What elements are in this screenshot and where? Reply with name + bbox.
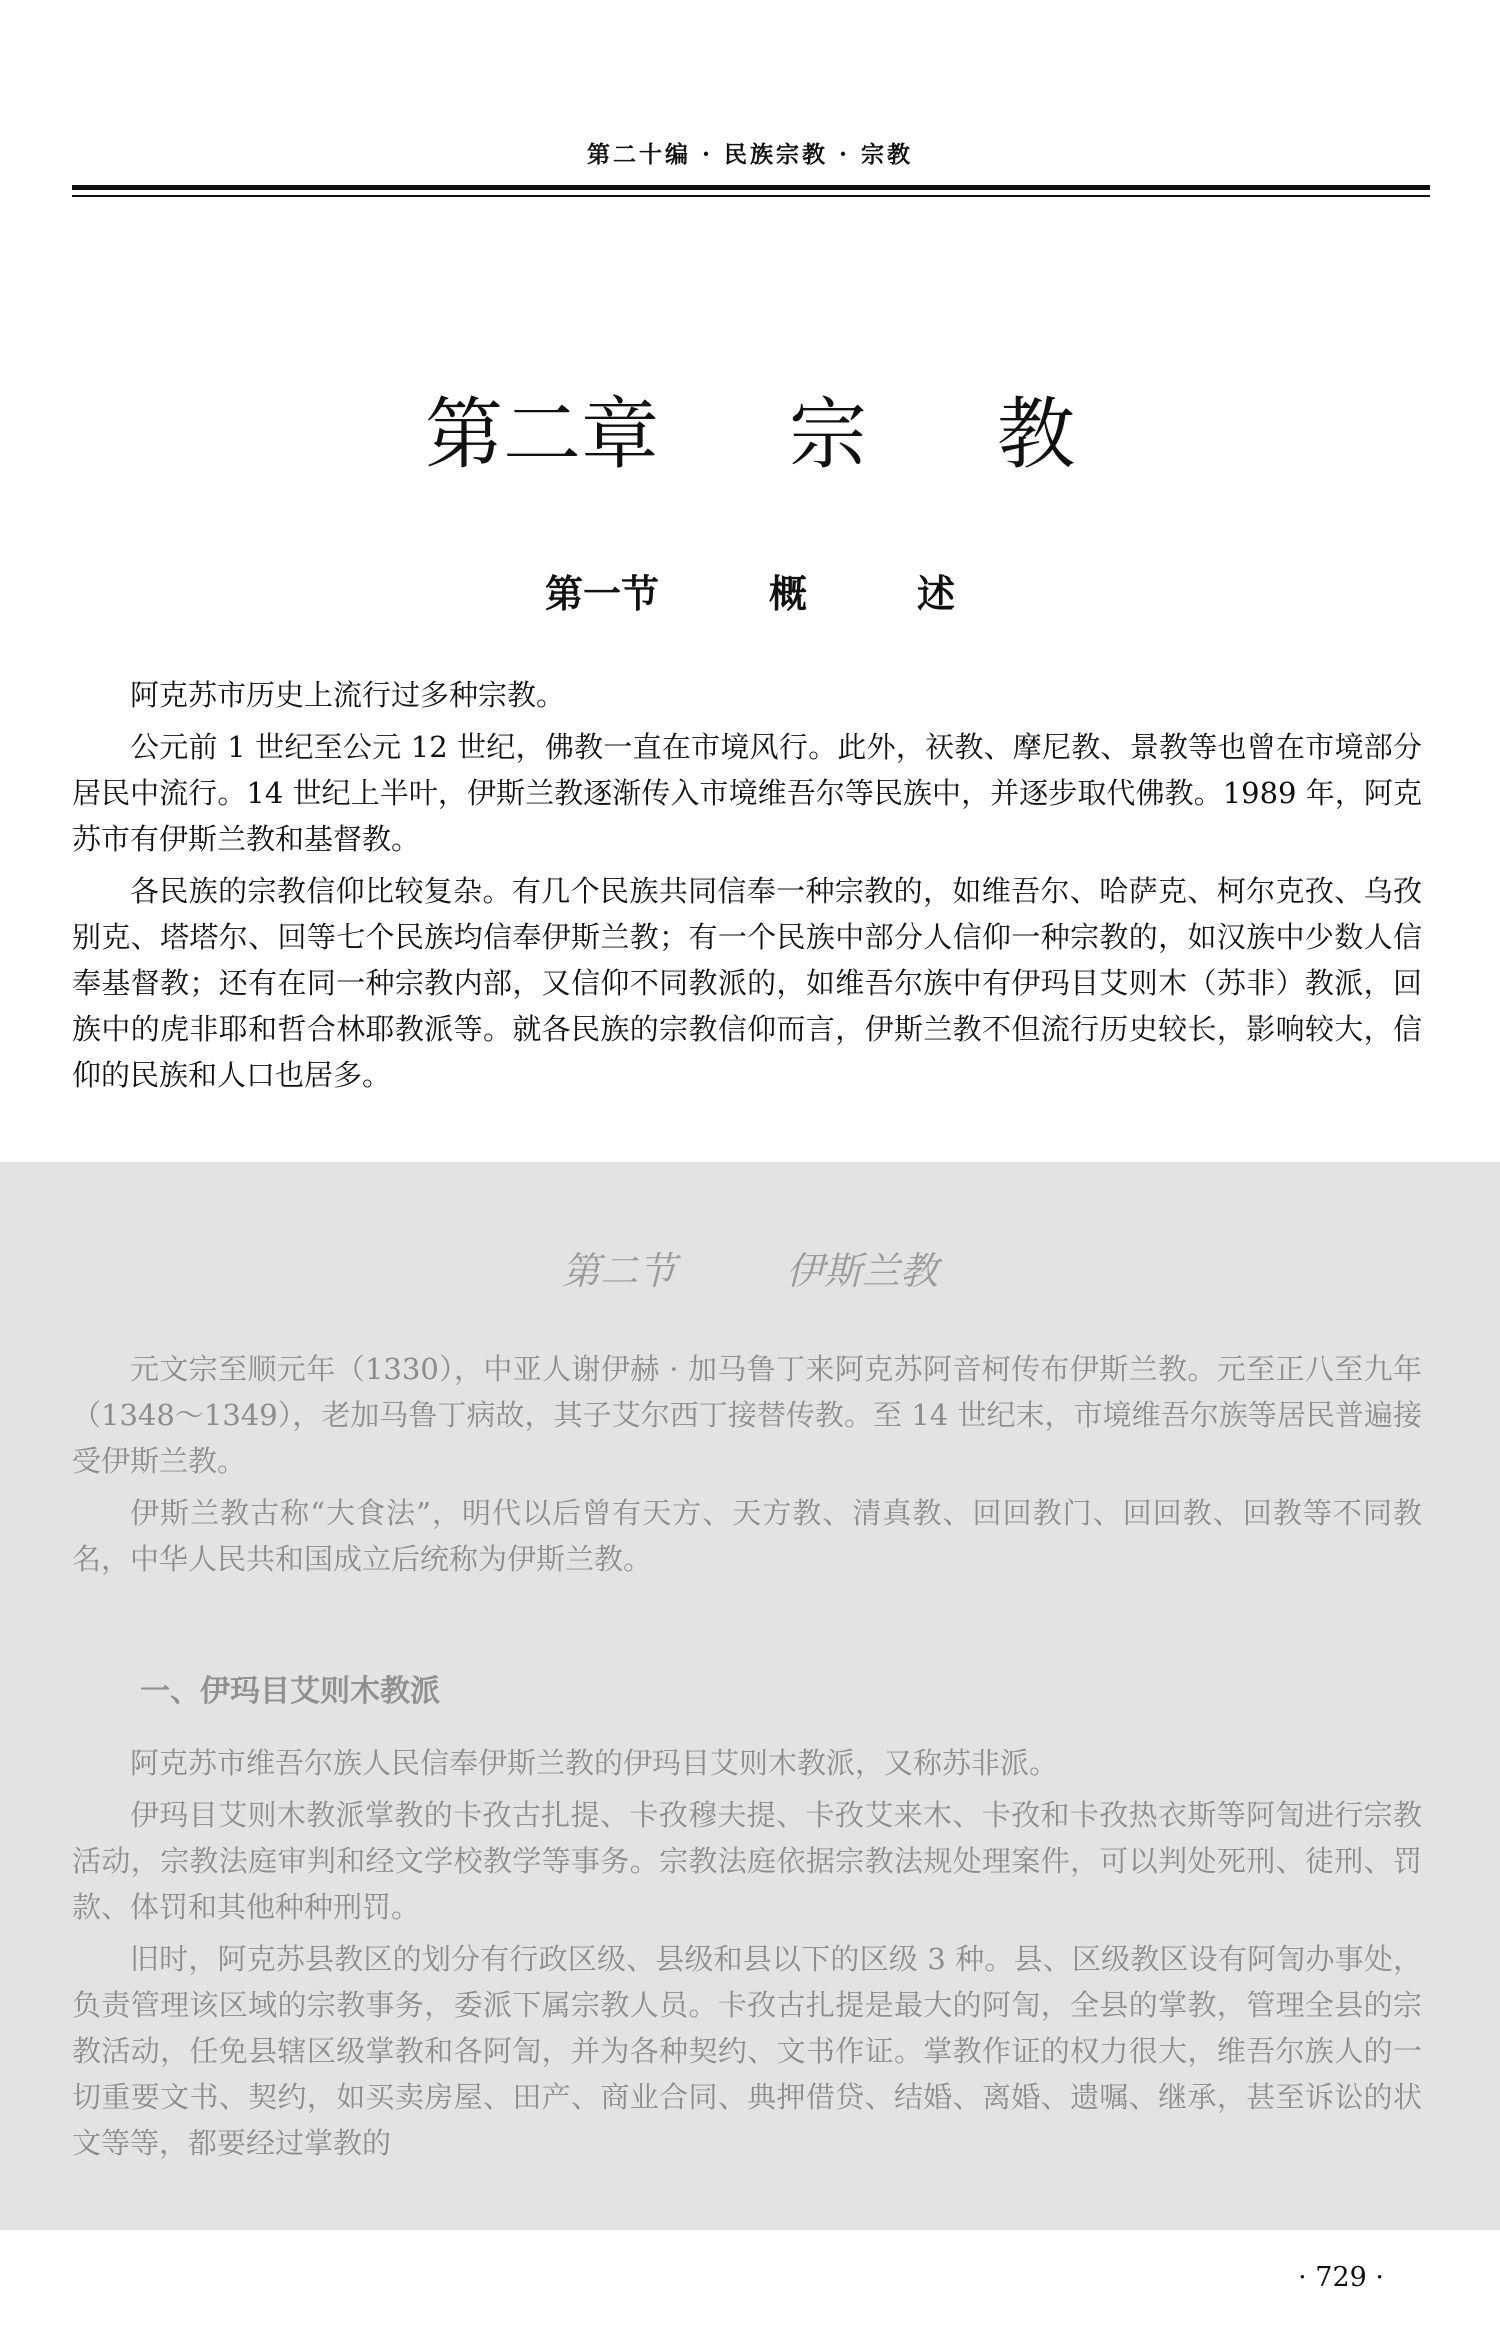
section-1-title-char-1: 概 — [768, 571, 807, 616]
paragraph: 旧时，阿克苏县教区的划分有行政区级、县级和县以下的区级 3 种。县、区级教区设有阿訇办事处，负责管理该区域的宗教事务，委派下属宗教人员。卡孜古扎提是最大的阿訇，全县的掌教，管理全县的宗教活动，任免县辖区级掌教和各阿訇，并为各种契约、文书作证。掌教作证的权力很大，维吾尔族人的一切重要文书、契约，如买卖房屋、田产、商业合同、典押借贷、结婚、离婚、遗嘱、继承，甚至诉讼的状文等等，都要经过掌教的 — [72, 1942, 1422, 2160]
paragraph: 各民族的宗教信仰比较复杂。有几个民族共同信奉一种宗教的，如维吾尔、哈萨克、柯尔克孜、乌孜别克、塔塔尔、回等七个民族均信奉伊斯兰教；有一个民族中部分人信仰一种宗教的，如汉族中少数人信奉基督教；还有在同一种宗教内部，又信仰不同教派的，如维吾尔族中有伊玛目艾则木（苏非）教派，回族中的虎非耶和哲合林耶教派等。就各民族的宗教信仰而言，伊斯兰教不但流行历史较长，影响较大，信仰的民族和人口也居多。 — [72, 874, 1422, 1092]
subsection-1-title: 一、伊玛目艾则木教派 — [140, 1674, 440, 1709]
section-2-number: 第二节 — [561, 1249, 676, 1293]
section-1-title — [0, 563, 1500, 618]
section-1-body — [72, 672, 1422, 1104]
chapter-title-char-2: 教 — [997, 390, 1076, 480]
section-1-title-char-2: 述 — [917, 571, 956, 616]
page-number: · 729 · — [1298, 2262, 1384, 2293]
section-2-title-text: 伊斯兰教 — [786, 1249, 939, 1293]
chapter-title — [0, 372, 1500, 484]
header-rule-thick — [72, 185, 1430, 190]
paragraph: 元文宗至顺元年（1330），中亚人谢伊赫 · 加马鲁丁来阿克苏阿音柯传布伊斯兰教。元至正八至九年（1348～1349），老加马鲁丁病故，其子艾尔西丁接替传教。至 14 世纪末，市境维吾尔族等居民普遍接受伊斯兰教。 — [72, 1352, 1422, 1478]
paragraph: 阿克苏市维吾尔族人民信奉伊斯兰教的伊玛目艾则木教派，又称苏非派。 — [130, 1746, 1059, 1780]
section-2-body — [72, 1346, 1422, 1588]
section-2-title — [0, 1240, 1500, 1295]
chapter-title-char-1: 宗 — [788, 390, 867, 480]
paragraph: 伊斯兰教古称“大食法”，明代以后曾有天方、天方教、清真教、回回教门、回回教、回教等不同教名，中华人民共和国成立后统称为伊斯兰教。 — [72, 1496, 1422, 1576]
paragraph: 伊玛目艾则木教派掌教的卡孜古扎提、卡孜穆夫提、卡孜艾来木、卡孜和卡孜热衣斯等阿訇进行宗教活动，宗教法庭审判和经文学校教学等事务。宗教法庭依据宗教法规处理案件，可以判处死刑、徒刑、罚款、体罚和其他种种刑罚。 — [72, 1798, 1422, 1924]
header-rule-thin — [72, 195, 1430, 197]
chapter-number: 第二章 — [424, 390, 659, 480]
paragraph: 阿克苏市历史上流行过多种宗教。 — [130, 678, 566, 712]
paragraph: 公元前 1 世纪至公元 12 世纪，佛教一直在市境风行。此外，祆教、摩尼教、景教等也曾在市境部分居民中流行。14 世纪上半叶，伊斯兰教逐渐传入市境维吾尔等民族中，并逐步取代佛教。1989 年，阿克苏市有伊斯兰教和基督教。 — [72, 730, 1422, 856]
section-1-number: 第一节 — [544, 571, 659, 616]
running-head: 第二十编 · 民族宗教 · 宗教 — [586, 141, 914, 168]
subsection-1-body — [72, 1740, 1422, 2172]
